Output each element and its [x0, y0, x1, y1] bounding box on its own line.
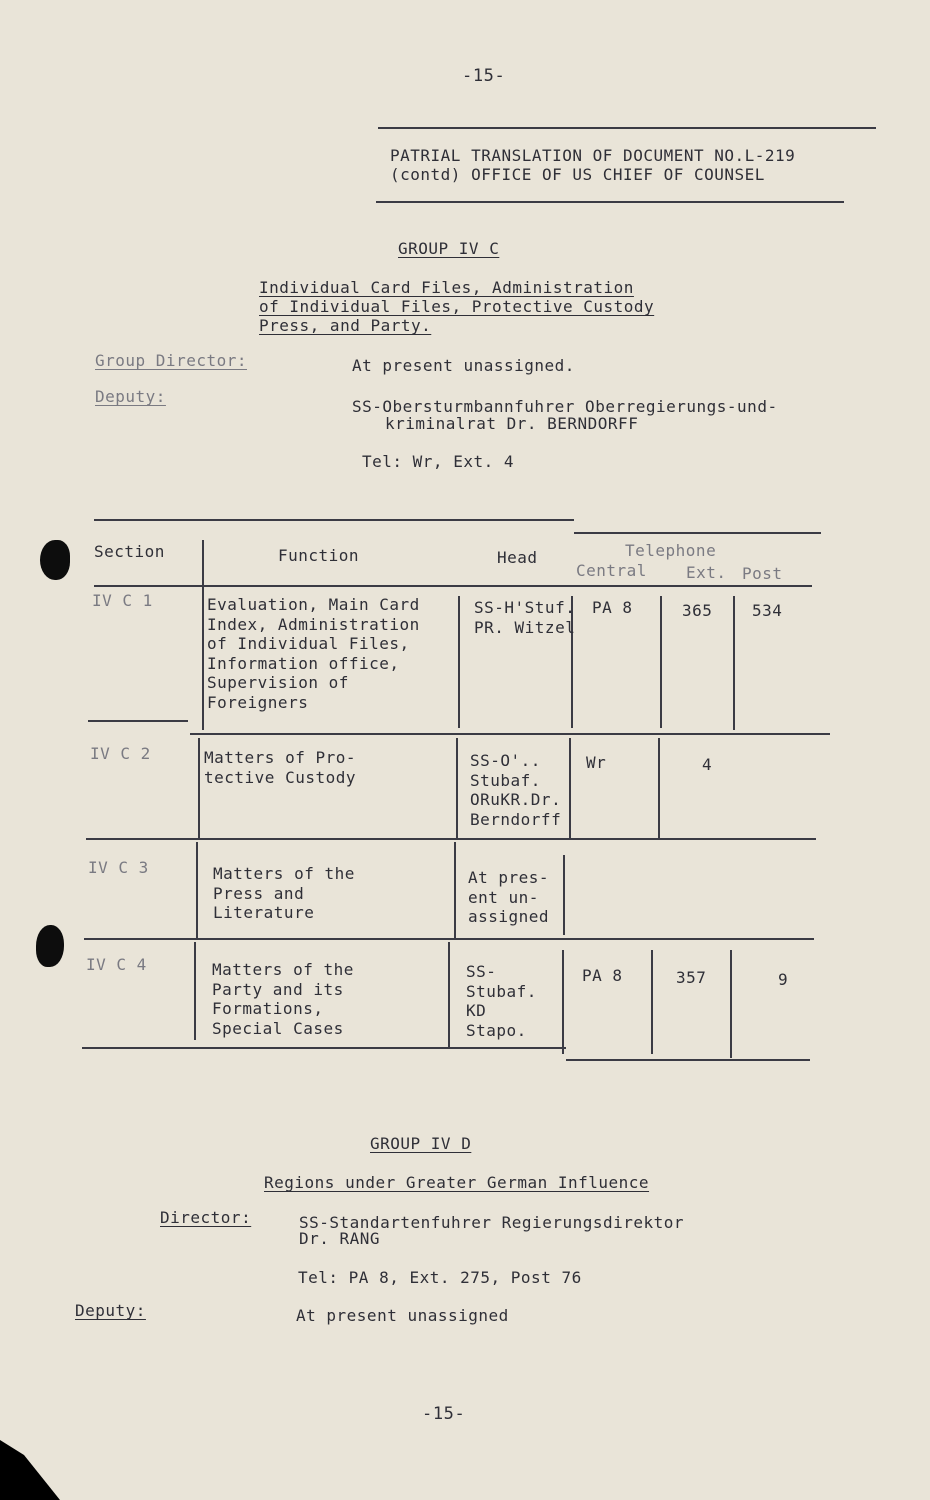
group-d-title: GROUP IV D	[370, 1134, 472, 1153]
table-header-ext: Ext.	[686, 563, 727, 582]
group-d-director-label: Director:	[160, 1208, 252, 1227]
table-column-divider	[456, 738, 458, 838]
table-column-divider	[569, 738, 571, 838]
table-rule-bottom	[566, 1059, 810, 1061]
group-d-deputy-label: Deputy:	[75, 1301, 146, 1320]
table-column-divider	[448, 942, 450, 1048]
table-column-divider	[198, 738, 200, 838]
table-column-divider	[651, 950, 653, 1054]
group-c-telephone: Tel: Wr, Ext. 4	[362, 452, 514, 471]
table-row-3-function: Matters of the Press and Literature	[213, 864, 355, 922]
table-row-1-head: SS-H'Stuf. PR. Witzel	[474, 598, 576, 637]
table-header-section: Section	[94, 542, 165, 561]
table-rule-row	[88, 720, 188, 722]
table-column-divider	[454, 842, 456, 938]
table-rule-row	[190, 733, 830, 735]
header-rule-bottom	[376, 201, 844, 203]
table-column-divider	[660, 596, 662, 728]
table-row-3-section: IV C 3	[88, 858, 149, 877]
page-number-bottom: -15-	[422, 1404, 466, 1424]
table-row-4-section: IV C 4	[86, 955, 147, 974]
table-column-divider	[730, 950, 732, 1058]
table-header-telephone: Telephone	[625, 541, 717, 560]
table-row-4-post: 9	[778, 970, 789, 989]
group-c-deputy-line-2: kriminalrat Dr. BERNDORFF	[385, 414, 639, 433]
table-row-2-central: Wr	[586, 753, 607, 772]
table-row-4-central: PA 8	[582, 966, 623, 985]
table-column-divider	[196, 842, 198, 938]
table-row-1-section: IV C 1	[92, 591, 153, 610]
group-c-description-line-1: Individual Card Files, Administration	[259, 278, 634, 297]
group-d-deputy-value: At present unassigned	[296, 1306, 509, 1325]
group-d-description: Regions under Greater German Influence	[264, 1173, 650, 1192]
table-column-divider	[733, 596, 735, 730]
group-d-director-line-1: SS-Standartenfuhrer Regierungsdirektor	[299, 1213, 685, 1232]
group-c-description-line-2: of Individual Files, Protective Custody	[259, 297, 655, 316]
table-rule-bottom	[82, 1047, 566, 1049]
table-row-1-ext: 365	[682, 601, 713, 620]
table-row-4-function: Matters of the Party and its Formations, Special Cases	[212, 960, 354, 1038]
table-column-divider	[563, 855, 565, 935]
table-row-4-head: SS- Stubaf. KD Stapo.	[466, 962, 537, 1040]
group-c-deputy-label: Deputy:	[95, 387, 166, 406]
table-row-4-ext: 357	[676, 968, 707, 987]
group-c-description-line-3: Press, and Party.	[259, 316, 432, 335]
group-c-deputy-line-1: SS-Obersturmbannfuhrer Oberregierungs-und-	[352, 397, 778, 416]
table-row-2-ext: 4	[702, 755, 713, 774]
group-c-director-value: At present unassigned.	[352, 356, 575, 375]
group-d-director-line-2: Dr. RANG	[299, 1229, 381, 1248]
table-row-3-head: At pres- ent un- assigned	[468, 868, 550, 926]
hole-punch-mark	[40, 540, 70, 580]
table-row-1-function: Evaluation, Main Card Index, Administration of Individual Files, Information office, Supervision of Foreigners	[207, 595, 420, 712]
table-row-1-central: PA 8	[592, 598, 633, 617]
table-row-2-section: IV C 2	[90, 744, 151, 763]
corner-tear	[0, 1440, 60, 1500]
table-rule-row	[84, 938, 814, 940]
table-column-divider	[194, 942, 196, 1040]
table-rule-top	[574, 532, 821, 534]
table-row-1-post: 534	[752, 601, 783, 620]
table-column-divider	[658, 738, 660, 838]
table-column-divider	[562, 950, 564, 1054]
table-column-divider	[458, 596, 460, 728]
header-line-2: (contd) OFFICE OF US CHIEF OF COUNSEL	[390, 165, 765, 184]
header-line-1: PATRIAL TRANSLATION OF DOCUMENT NO.L-219	[390, 146, 796, 165]
table-rule-row	[86, 838, 816, 840]
page-number-top: -15-	[462, 66, 506, 86]
group-c-director-label: Group Director:	[95, 351, 247, 370]
table-header-post: Post	[742, 564, 783, 583]
group-d-telephone: Tel: PA 8, Ext. 275, Post 76	[298, 1268, 582, 1287]
group-c-title: GROUP IV C	[398, 239, 500, 258]
table-row-2-function: Matters of Pro- tective Custody	[204, 748, 356, 787]
table-header-head: Head	[497, 548, 538, 567]
table-header-function: Function	[278, 546, 360, 565]
table-rule-top	[94, 519, 574, 521]
header-rule-top	[378, 127, 876, 129]
table-column-divider	[202, 540, 204, 730]
table-header-central: Central	[576, 561, 647, 580]
table-row-2-head: SS-O'.. Stubaf. ORuKR.Dr. Berndorff	[470, 751, 562, 829]
hole-punch-mark	[36, 925, 64, 967]
